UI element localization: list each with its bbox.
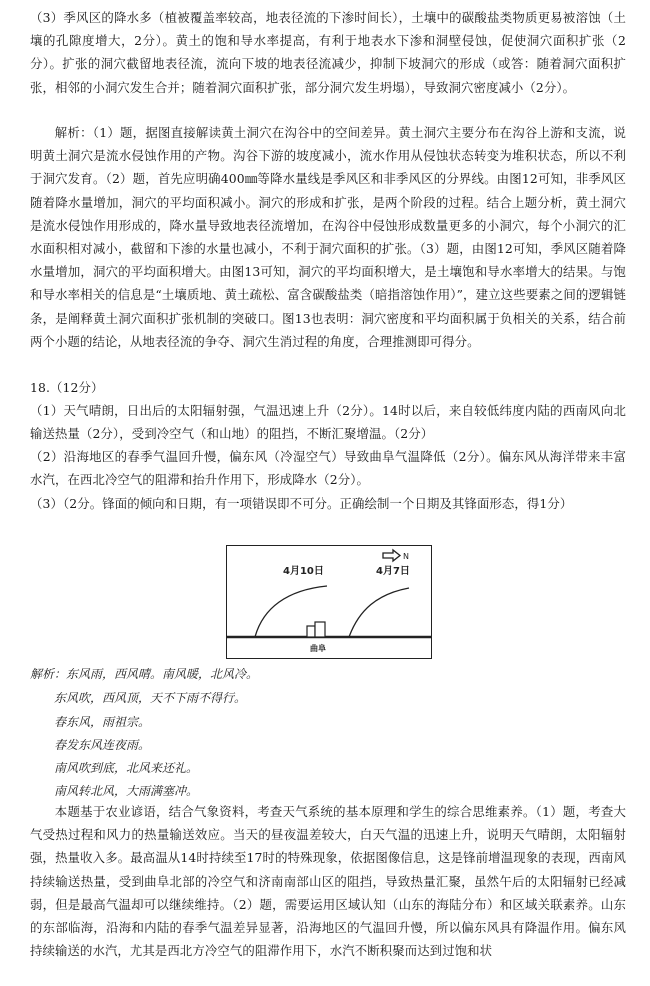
question-18-heading: 18.（12分） (30, 380, 104, 395)
analysis-proverb-6: 南风转北风，大雨满塞冲。 (54, 784, 199, 798)
analysis-paragraph-17: 解析：（1）题，据图直接解读黄土洞穴在沟谷中的空间差异。黄土洞穴主要分布在沟谷上游和支流，说明黄土洞穴是流水侵蚀作用的产物。沟谷下游的坡度减小，流水作用从侵蚀状态转变为堆积状态，所以不利于洞穴发育。（2）题，首先应明确400㎜等降水量线是季风区和非季风区的分界线。由图12可知，非季风区随着降水量增加，洞穴的平均面积减小。洞穴的形成和扩张，是两个阶段的过程。结合上题分析，黄土洞穴是流水侵蚀作用形成的，降水量导致地表径流增加，在沟谷中侵蚀形成数量更多的小洞穴，每个小洞穴的汇水面积相对减小，截留和下渗的水量也减小，不利于洞穴面积的扩张。（3）题，由图12可知，季风区随着降水量增加，洞穴的平均面积增大。由图13可知，洞穴的平均面积增大，是土壤饱和导水率增大的结果。与饱和导水率相关的信息是“土壤质地、黄土疏松、富含碳酸盐类（暗指溶蚀作用）”，建立这些要素之间的逻辑链条，是阐释黄土洞穴面积扩张机制的突破口。图13也表明：洞穴密度和平均面积属于负相关的关系，结合前两个小题的结论，从地表径流的争夺、洞穴生消过程的角度，合理推测即可得分。 (30, 125, 626, 349)
analysis-paragraph-18: 本题基于农业谚语，结合气象资料，考查天气系统的基本原理和学生的综合思维素养。（1）题，考查大气受热过程和风力的热量输送效应。当天的昼夜温差较大，白天气温的迅速上升，说明天气晴朗，太阳辐射强，热量收入多。最高温从14时持续至17时的特殊现象，依据图像信息，这是锋前增温现象的表现，西南风持续输送热量，受到曲阜北部的冷空气和济南南部山区的阻挡，导致热量汇聚，虽然午后的太阳辐射已经减弱，但是最高气温却可以继续维持。（2）题，需要运用区域认知（山东的海陆分布）和区域关联素养。山东的东部临海，沿海和内陆的春季气温差异显著，沿海地区的气温回升慢，所以偏东风具有降温作用。偏东风持续输送的水汽，尤其是西北方冷空气的阻滞作用下，水汽不断积聚而达到过饱和状 (30, 804, 626, 959)
analysis-proverb-5: 南风吹到底，北风来还礼。 (54, 761, 199, 775)
answer-18-part-1: （1）天气晴朗，日出后的太阳辐射强，气温迅速上升（2分）。14时以后，来自较低纬度内陆的西南风向北输送热量（2分），受到冷空气（和山地）的阻挡，不断汇聚增温。（2分） (30, 403, 626, 442)
front-curve-apr-7 (349, 588, 409, 637)
front-date-apr-10: 4月10日 (283, 566, 324, 577)
place-label-qufu: 曲阜 (310, 644, 326, 653)
analysis-proverb-4: 春发东风连夜雨。 (54, 738, 151, 752)
analysis-proverb-2: 东风吹，西风顶，天不下雨不得行。 (54, 691, 247, 705)
north-label: N (403, 552, 409, 561)
front-date-apr-7: 4月7日 (376, 566, 410, 577)
answer-18-part-2: （2）沿海地区的春季气温回升慢，偏东风（冷湿空气）导致曲阜气温降低（2分）。偏东风从海洋带来丰富水汽，在西北冷空气的阻滞和抬升作用下，形成降水（2分）。 (30, 449, 626, 488)
qufu-building-icon (307, 622, 325, 637)
analysis-proverb-1: 解析：东风雨，西风晴。南风暖，北风冷。 (30, 667, 259, 681)
front-diagram-svg (227, 546, 431, 658)
answer-18-part-3: （3）（2分。锋面的倾向和日期，有一项错误即不可分。正确绘制一个日期及其锋面形态，得1分） (30, 496, 573, 511)
analysis-proverb-3: 春东风，雨祖宗。 (54, 715, 151, 729)
north-arrow-icon (383, 550, 400, 561)
front-diagram (226, 545, 432, 659)
answer-paragraph-3: （3）季风区的降水多（植被覆盖率较高，地表径流的下渗时间长），土壤中的碳酸盐类物质更易被溶蚀（土壤的孔隙度增大，2分）。黄土的饱和导水率提高，有利于地表水下渗和洞壁侵蚀，促使洞穴面积扩张（2分）。扩张的洞穴截留地表径流，流向下坡的地表径流减少，抑制下坡洞穴的形成（或答：随着洞穴面积扩张，相邻的小洞穴发生合并；随着洞穴面积扩张，部分洞穴发生坍塌），导致洞穴密度减小（2分）。 (30, 10, 626, 95)
